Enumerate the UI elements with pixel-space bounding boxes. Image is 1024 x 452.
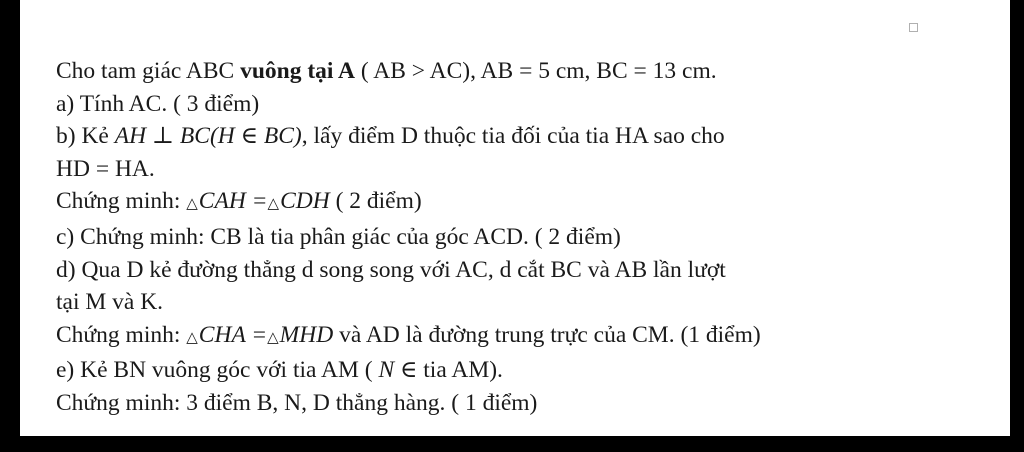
part-e-post: tia AM). bbox=[417, 357, 503, 384]
part-b-prove-line bbox=[56, 185, 996, 221]
part-d-line2: tại M và K. bbox=[56, 289, 164, 316]
part-b-prove-math2: CDH bbox=[280, 188, 330, 215]
triangle-symbol: △ bbox=[186, 196, 198, 213]
part-b-prove-math1: CAH = bbox=[198, 188, 268, 215]
part-b-score: ( 2 điểm) bbox=[329, 188, 422, 215]
part-d-line1: d) Qua D kẻ đường thẳng d song song với AC, d cắt BC và AB lần lượt bbox=[56, 256, 726, 283]
triangle-symbol: △ bbox=[186, 329, 198, 346]
checkbox-mark bbox=[909, 23, 918, 32]
part-e-line1 bbox=[56, 354, 996, 387]
part-d-prove-line bbox=[56, 319, 996, 355]
intro-post: ( AB > AC), AB = 5 cm, BC = 13 cm. bbox=[355, 58, 717, 84]
part-b-prove-label: Chứng minh: bbox=[56, 188, 187, 215]
document-page bbox=[20, 0, 1010, 436]
part-d-prove-label: Chứng minh: bbox=[56, 321, 187, 348]
triangle-symbol: △ bbox=[267, 196, 280, 213]
part-b-math: AH ⊥ BC(H ∈ BC) bbox=[114, 123, 302, 150]
part-d-prove-math1: CHA = bbox=[198, 321, 268, 348]
part-b-post: , lấy điểm D thuộc tia đối của tia HA sao cho bbox=[301, 123, 725, 150]
intro-line bbox=[56, 55, 996, 88]
problem-text bbox=[56, 55, 996, 420]
part-b-line bbox=[56, 120, 996, 153]
part-d-prove-math2: MHD bbox=[279, 321, 334, 348]
intro-pre: Cho tam giác ABC bbox=[56, 58, 241, 84]
intro-bold: vuông tại A bbox=[240, 58, 355, 84]
part-d-post: và AD là đường trung trực của CM. (1 điểm) bbox=[333, 321, 761, 348]
part-a-line: a) Tính AC. ( 3 điểm) bbox=[56, 90, 260, 117]
part-b-pre: b) Kẻ bbox=[56, 123, 115, 150]
part-e-math: N ∈ bbox=[378, 357, 418, 384]
part-b-cont-line: HD = HA. bbox=[56, 155, 155, 182]
triangle-symbol: △ bbox=[267, 329, 279, 346]
part-e-pre: e) Kẻ BN vuông góc với tia AM ( bbox=[56, 357, 379, 384]
part-e-line2: Chứng minh: 3 điểm B, N, D thẳng hàng. ( 1 điểm) bbox=[56, 389, 538, 416]
part-c-line: c) Chứng minh: CB là tia phân giác của góc ACD. ( 2 điểm) bbox=[56, 223, 621, 250]
